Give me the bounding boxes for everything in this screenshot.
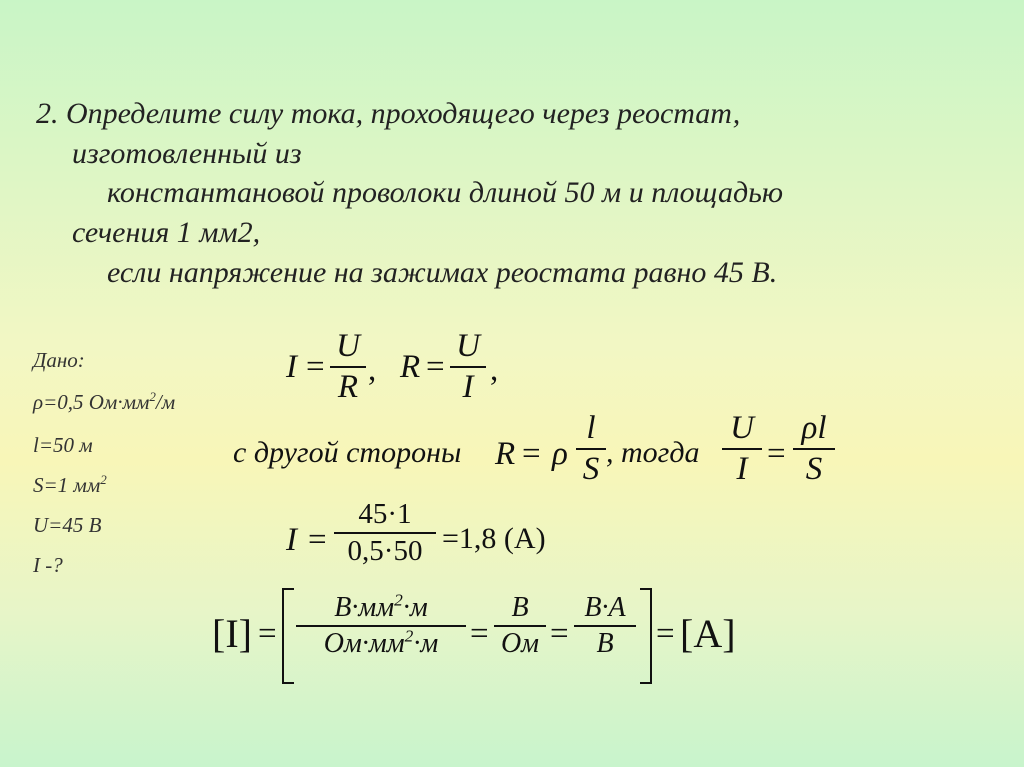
given-resistivity-text: ρ=0,5 Ом·мм [33,390,150,414]
formula-equals: = [258,616,277,652]
unit-den1-exp: 2 [404,626,414,646]
fraction-numerator: U [730,410,754,446]
fraction-numerator: ρl [801,410,827,446]
fraction-U-over-I [450,330,486,404]
unit-den1-tail: ·м [413,628,439,659]
formula-equals: = [470,616,489,652]
unit-fraction-3 [574,594,636,658]
fraction-calc [334,500,436,566]
problem-line-4: сечения 1 мм2, [72,216,261,249]
unit-rhs: [A] [680,611,736,656]
other-side-text: с другой стороны [233,436,462,469]
given-area-text: S=1 мм [33,473,101,497]
fraction-bar [576,448,606,450]
problem-line-3: константановой проволоки длиной 50 м и площадью [107,176,784,209]
unit-lhs: [I] [212,611,252,656]
fraction-bar [494,625,546,627]
unit-num1-text: В·мм [334,592,395,623]
formula-equals: = [306,349,325,385]
unit-fraction-2 [494,594,546,658]
given-area-exp: 2 [100,472,107,487]
formula-equals: = [308,522,327,558]
rho-symbol: ρ [552,436,568,472]
given-resistivity-tail: /м [155,390,176,414]
fraction-denominator: I [736,451,748,487]
fraction-numerator: 45·1 [358,498,412,530]
given-length: l=50 м [33,433,93,457]
fraction-denominator: S [805,451,823,487]
given-header: Дано: [33,348,85,372]
fraction-denominator: R [337,369,359,405]
formula-equals: = [522,436,541,472]
fraction-bar [574,625,636,627]
formula-comma: , [490,352,499,388]
fraction-numerator [296,590,466,623]
fraction-bar [330,366,366,368]
fraction-bar [722,448,762,450]
formula-comma: , [368,352,377,388]
unit-fraction-1 [296,590,466,659]
unit-num1-tail: ·м [402,592,428,623]
unit-den1-text: Ом·мм [323,628,405,659]
fraction-rho-l-over-S [793,412,835,486]
formula-I-symbol: I [286,522,297,558]
formula-I-symbol: I [286,349,297,385]
formula-equals: = [767,436,786,472]
problem-line-2: изготовленный из [72,137,302,170]
formula-R-symbol: R [400,349,421,385]
unit-num1-exp: 2 [394,590,403,610]
fraction-denominator: Ом [500,628,540,659]
given-unknown: I -? [33,553,63,577]
fraction-denominator: 0,5·50 [347,535,423,567]
fraction-l-over-S [576,412,606,486]
given-area [33,473,107,498]
calc-result: =1,8 (A) [442,522,546,555]
fraction-U-over-R [330,330,366,404]
fraction-denominator [296,626,466,659]
fraction-bar [793,448,835,450]
problem-line-5: если напряжение на зажимах реостата равно 45 В. [107,256,778,289]
given-voltage: U=45 В [33,513,102,537]
fraction-numerator: l [586,410,596,446]
formula-equals: = [426,349,445,385]
given-resistivity-exp: 2 [149,389,156,404]
fraction-numerator: В·А [584,592,626,623]
fraction-bar [334,532,436,534]
fraction-denominator: В [596,628,614,659]
fraction-bar [450,366,486,368]
formula-equals: = [550,616,569,652]
fraction-U-over-I [722,412,762,486]
then-text: , тогда [606,436,700,469]
problem-line-1: 2. Определите силу тока, проходящего через реостат, [36,97,741,130]
formula-R-symbol: R [495,436,516,472]
given-resistivity [33,390,175,415]
fraction-numerator: В [511,592,529,623]
right-bracket [640,588,652,684]
fraction-numerator: U [336,328,360,364]
fraction-denominator: I [462,369,474,405]
fraction-bar [296,625,466,627]
left-bracket [282,588,294,684]
fraction-numerator: U [456,328,480,364]
formula-equals: = [656,616,675,652]
fraction-denominator: S [582,451,600,487]
